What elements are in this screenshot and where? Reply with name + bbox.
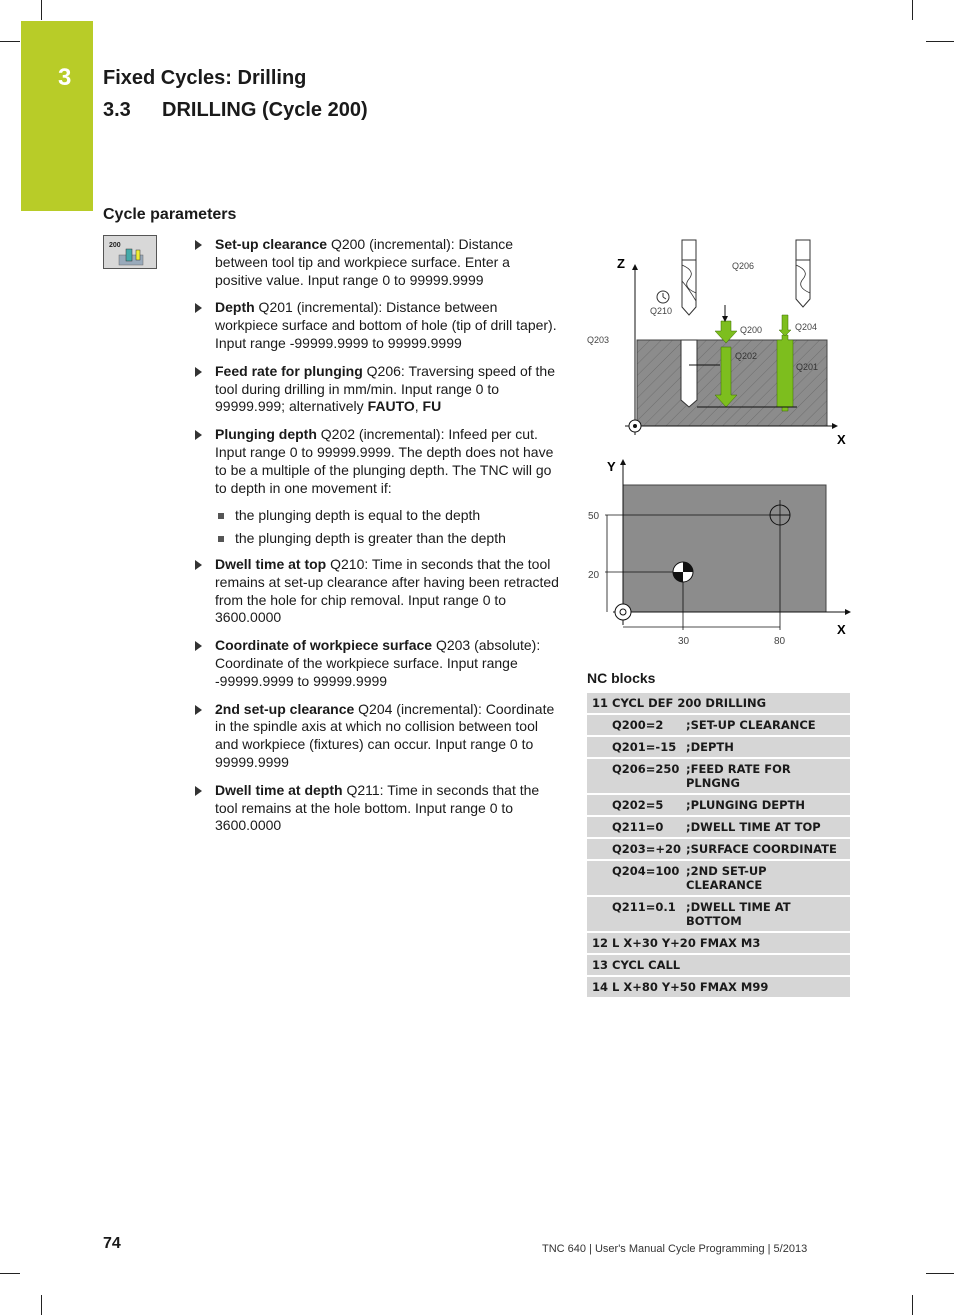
sub-list-item: the plunging depth is equal to the depth [195, 507, 560, 525]
crop-mark [0, 1273, 20, 1274]
arrow-bullet-icon [195, 560, 202, 570]
arrow-bullet-icon [195, 641, 202, 651]
table-row: Q201=-15 ;DEPTH [587, 737, 850, 757]
table-row: 12 L X+30 Y+20 FMAX M3 [587, 933, 850, 953]
square-bullet-icon [218, 513, 224, 519]
label-q202: Q202 [735, 351, 758, 361]
arrow-bullet-icon [195, 240, 202, 250]
list-item: Set-up clearance Q200 (incremental): Distance between tool tip and workpiece surface. Enter a positive value. Input range 0 to 99999.9999 [195, 236, 560, 289]
hole-start-icon [673, 562, 693, 582]
table-row: Q200=2 ;SET-UP CLEARANCE [587, 715, 850, 735]
crop-mark [912, 0, 913, 20]
table-row: Q211=0.1 ;DWELL TIME AT BOTTOM [587, 897, 850, 931]
nc-blocks-table [587, 693, 850, 999]
axis-label-x: X [837, 622, 846, 637]
origin-icon [615, 604, 631, 620]
table-row: 13 CYCL CALL [587, 955, 850, 975]
cycle-softkey-icon [103, 235, 157, 269]
arrow-bullet-icon [195, 786, 202, 796]
axis-label-x: X [837, 432, 846, 447]
section-number: 3.3 [103, 99, 131, 121]
crop-mark [912, 1295, 913, 1315]
crop-mark [926, 41, 954, 42]
q204-arrow-icon [779, 315, 791, 336]
drilled-hole-shape [681, 340, 697, 407]
drill-tool-icon [682, 240, 696, 315]
section-title: DRILLING (Cycle 200) [162, 99, 368, 121]
list-item: Dwell time at top Q210: Time in seconds that the tool remains at set-up clearance after having been retracted from the hole for chip removal. Input range 0 to 3600.0000 [195, 556, 560, 627]
crop-mark [41, 0, 42, 20]
label-q203: Q203 [587, 335, 610, 345]
arrow-bullet-icon [195, 705, 202, 715]
list-item: 2nd set-up clearance Q204 (incremental): Coordinate in the spindle axis at which no collision between tool and workpiece (fixtures) can occur. Input range 0 to 99999.9999 [195, 701, 560, 772]
arrow-bullet-icon [195, 367, 202, 377]
list-item: Feed rate for plunging Q206: Traversing speed of the tool during drilling in mm/min. Input range 0 to 99999.999; alternatively FAUTO, FU [195, 363, 560, 416]
section-heading: Cycle parameters [103, 206, 237, 223]
list-item: Depth Q201 (incremental): Distance between workpiece surface and bottom of hole (tip of drill taper). Input range -99999.9999 to 99999.9999 [195, 299, 560, 352]
label-q210: Q210 [650, 306, 673, 316]
label-q200: Q200 [740, 325, 763, 335]
crop-mark [41, 1295, 42, 1315]
sub-list-item: the plunging depth is greater than the depth [195, 530, 560, 548]
tick-label-y-20: 20 [588, 570, 600, 581]
parameter-list [195, 236, 560, 845]
table-row: Q202=5 ;PLUNGING DEPTH [587, 795, 850, 815]
chapter-title: Fixed Cycles: Drilling [103, 67, 307, 89]
list-item: Plunging depth Q202 (incremental): Infeed per cut. Input range 0 to 99999.9999. The depth does not have to be a multiple of the plunging depth. The TNC will go to depth in one movement if: [195, 426, 560, 497]
workpiece-shape [623, 485, 826, 612]
clock-icon [657, 291, 669, 303]
nc-blocks-heading: NC blocks [587, 670, 656, 686]
footer-text: TNC 640 | User's Manual Cycle Programming | 5/2013 [542, 1243, 808, 1255]
table-row: Q211=0 ;DWELL TIME AT TOP [587, 817, 850, 837]
top-view-diagram [585, 455, 855, 650]
list-item: Coordinate of workpiece surface Q203 (absolute): Coordinate of the workpiece surface. Input range -99999.9999 to 99999.9999 [195, 637, 560, 690]
chapter-number: 3 [58, 64, 72, 91]
chapter-bar [21, 21, 93, 211]
axis-label-z: Z [617, 256, 625, 271]
arrow-bullet-icon [195, 430, 202, 440]
table-row: Q206=250 ;FEED RATE FOR PLNGNG [587, 759, 850, 793]
q201-arrow-icon [777, 335, 793, 411]
drill-tool-icon [796, 240, 810, 307]
axis-label-y: Y [607, 459, 616, 474]
table-row: 14 L X+80 Y+50 FMAX M99 [587, 977, 850, 997]
label-q201: Q201 [796, 362, 819, 372]
page-number: 74 [103, 1235, 121, 1252]
crop-mark [926, 1273, 954, 1274]
tick-label-x-30: 30 [678, 636, 690, 647]
tick-label-y-50: 50 [588, 511, 600, 522]
softkey-label: 200 [109, 242, 121, 249]
table-row: Q204=100 ;2ND SET-UP CLEARANCE [587, 861, 850, 895]
table-row: Q203=+20 ;SURFACE COORDINATE [587, 839, 850, 859]
table-row: 11 CYCL DEF 200 DRILLING [587, 693, 850, 713]
crop-mark [0, 41, 20, 42]
list-item: Dwell time at depth Q211: Time in seconds that the tool remains at the hole bottom. Input range 0 to 3600.0000 [195, 782, 560, 835]
label-q206: Q206 [732, 261, 755, 271]
arrow-bullet-icon [195, 303, 202, 313]
side-view-diagram [585, 235, 855, 450]
label-q204: Q204 [795, 322, 818, 332]
workpiece-shape [637, 340, 827, 426]
square-bullet-icon [218, 536, 224, 542]
tick-label-x-80: 80 [774, 636, 786, 647]
